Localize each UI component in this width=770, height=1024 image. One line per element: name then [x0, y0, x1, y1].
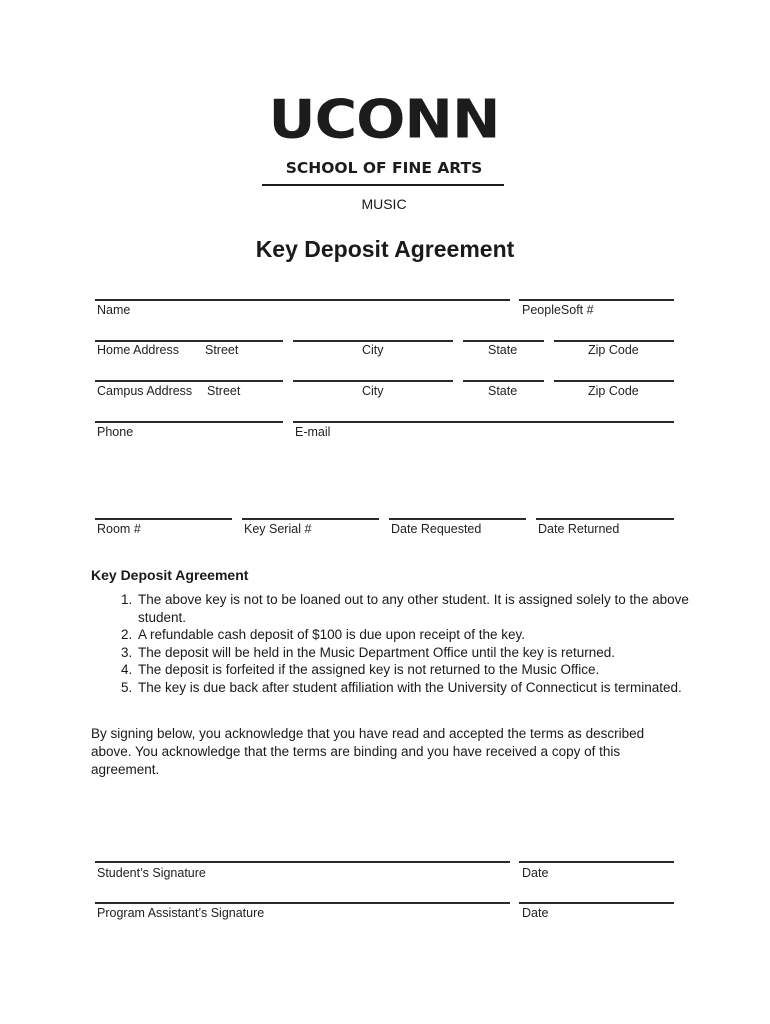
home-state-label: State: [488, 343, 518, 357]
assistant-date-line[interactable]: [519, 902, 674, 904]
agreement-heading: Key Deposit Agreement: [91, 567, 249, 583]
room-label: Room #: [97, 522, 141, 536]
email-field-line[interactable]: [293, 421, 674, 423]
peoplesoft-label: PeopleSoft #: [522, 303, 594, 317]
student-signature-line[interactable]: [95, 861, 510, 863]
date-returned-field-line[interactable]: [536, 518, 674, 520]
terms-list: [112, 591, 696, 697]
school-name: SCHOOL OF FINE ARTS: [285, 159, 483, 177]
room-field-line[interactable]: [95, 518, 232, 520]
peoplesoft-field-line[interactable]: [519, 299, 674, 301]
campus-state-line[interactable]: [463, 380, 544, 382]
campus-city-line[interactable]: [293, 380, 453, 382]
term-item: 1. The above key is not to be loaned out to any other student. It is assigned solely to the above student.: [136, 591, 696, 626]
acknowledgement-text: By signing below, you acknowledge that you have read and accepted the terms as described above. You acknowledge that the terms are binding and you have received a copy of this agreement.: [91, 726, 645, 777]
phone-field-line[interactable]: [95, 421, 283, 423]
assistant-signature-line[interactable]: [95, 902, 510, 904]
date-requested-field-line[interactable]: [389, 518, 526, 520]
term-item: 3. The deposit will be held in the Music Department Office until the key is returned.: [136, 644, 696, 662]
campus-address-label: Campus Address: [97, 384, 193, 398]
name-label: Name: [97, 303, 131, 317]
home-zip-label: Zip Code: [588, 343, 639, 357]
key-serial-field-line[interactable]: [242, 518, 379, 520]
campus-state-label: State: [488, 384, 518, 398]
uconn-logo: UCONN: [268, 87, 500, 151]
campus-zip-line[interactable]: [554, 380, 674, 382]
assistant-signature-label: Program Assistant’s Signature: [97, 906, 265, 920]
name-field-line[interactable]: [95, 299, 510, 301]
home-city-label: City: [362, 343, 384, 357]
logo-divider: [262, 184, 504, 186]
campus-street-label: Street: [207, 384, 241, 398]
home-address-label: Home Address: [97, 343, 179, 357]
key-serial-label: Key Serial #: [244, 522, 312, 536]
student-date-line[interactable]: [519, 861, 674, 863]
home-street-label: Street: [205, 343, 239, 357]
department-name: MUSIC: [361, 196, 407, 212]
phone-label: Phone: [97, 425, 134, 439]
term-item: 4. The deposit is forfeited if the assigned key is not returned to the Music Office.: [136, 661, 696, 679]
date-requested-label: Date Requested: [391, 522, 482, 536]
term-item: 2. A refundable cash deposit of $100 is due upon receipt of the key.: [136, 626, 696, 644]
page-title: Key Deposit Agreement: [255, 236, 515, 262]
date-returned-label: Date Returned: [538, 522, 620, 536]
email-label: E-mail: [295, 425, 331, 439]
campus-city-label: City: [362, 384, 384, 398]
student-date-label: Date: [522, 866, 549, 880]
campus-street-line[interactable]: [95, 380, 283, 382]
term-item: 5. The key is due back after student affiliation with the University of Connecticut is terminated.: [136, 679, 696, 697]
assistant-date-label: Date: [522, 906, 549, 920]
student-signature-label: Student’s Signature: [97, 866, 206, 880]
campus-zip-label: Zip Code: [588, 384, 639, 398]
